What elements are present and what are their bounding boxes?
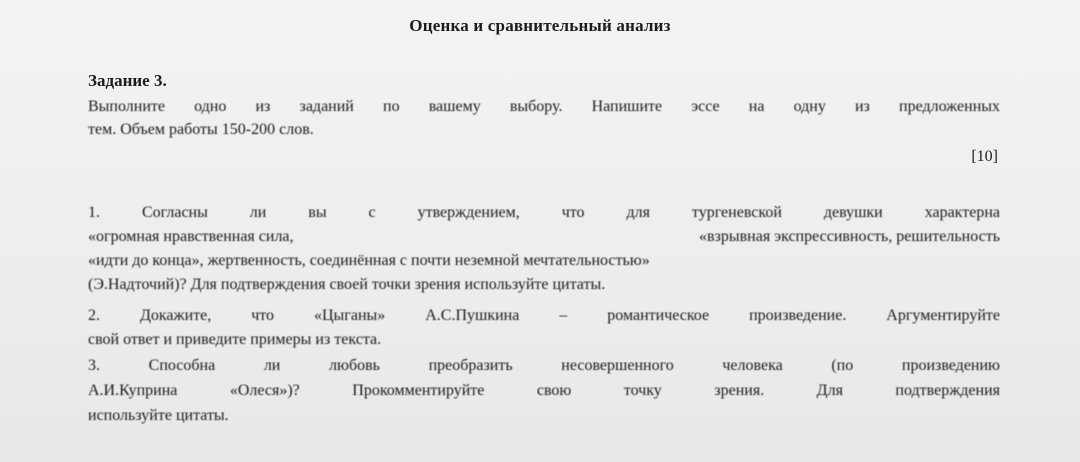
item-1-quote-part-b: «взрывная экспрессивность, решительность	[699, 228, 1000, 245]
item-3-line-2: А.И.Куприна «Олеся»)? Прокомментируйте свою точку зрения. Для подтверждения	[88, 382, 1000, 399]
score-points: [10]	[971, 148, 998, 165]
item-2-line-1: 2. Докажите, что «Цыганы» А.С.Пушкина – романтическое произведение. Аргументируйте	[88, 307, 1000, 324]
item-1-line-3: «идти до конца», жертвенность, соединённая с почти неземной мечтательностью»	[88, 252, 650, 269]
item-1-line-4: (Э.Надточий)? Для подтверждения своей точки зрения используйте цитаты.	[88, 276, 606, 293]
item-1-line-2	[88, 226, 1000, 248]
instructions-line-1: Выполните одно из заданий по вашему выбору. Напишите эссе на одну из предложенных	[88, 98, 1000, 115]
item-3-line-3: используйте цитаты.	[88, 407, 229, 424]
instructions-line-2: тем. Объем работы 150-200 слов.	[88, 121, 314, 138]
item-3-line-1: 3. Способна ли любовь преобразить несовершенного человека (по произведению	[88, 357, 1000, 374]
item-1-quote-part-a: «огромная нравственная сила,	[88, 228, 294, 245]
document-title: Оценка и сравнительный анализ	[409, 16, 671, 35]
item-1-line-1: 1. Согласны ли вы с утверждением, что для тургеневской девушки характерна	[88, 204, 1000, 221]
item-2-line-2: свой ответ и приведите примеры из текста.	[88, 331, 382, 348]
task-heading: Задание 3.	[88, 71, 167, 90]
